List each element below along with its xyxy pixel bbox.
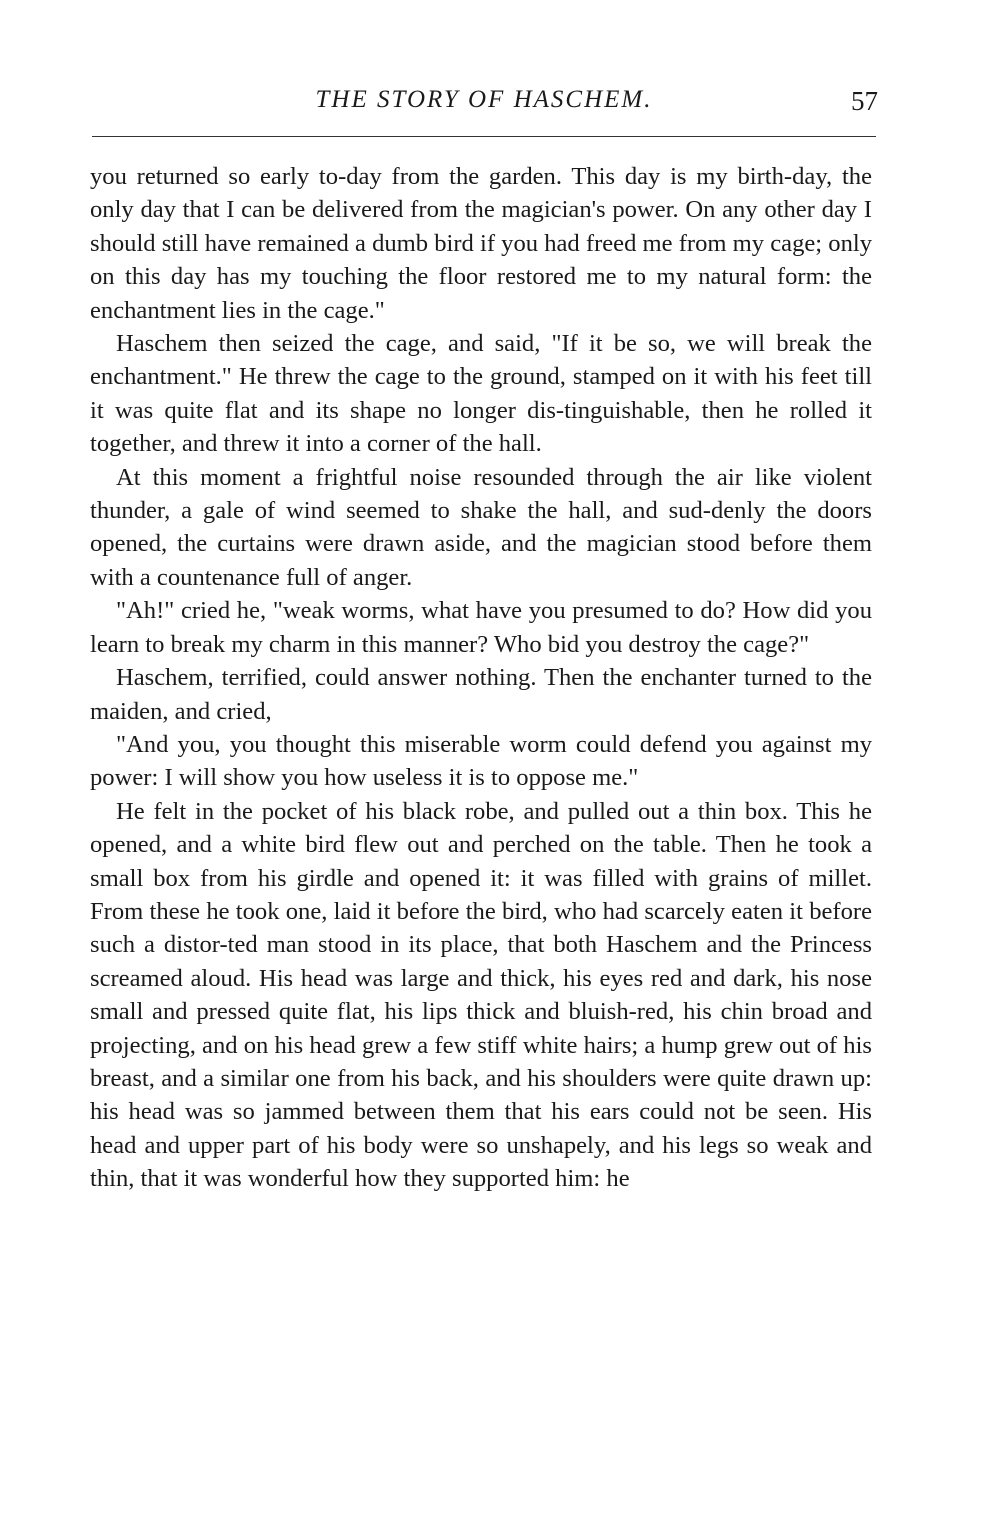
paragraph: "Ah!" cried he, "weak worms, what have you presumed to do? How did you learn to break my charm in this manner? Who bid you destroy the cage?": [90, 597, 872, 658]
paragraph: Haschem then seized the cage, and said, "If it be so, we will break the enchantment." He threw the cage to the ground, stamped on it with his feet till it was quite flat and its shape no longer dis-tinguishable, then he rolled it together, and threw it into a corner of the hall.: [90, 330, 872, 458]
body-text: [90, 160, 872, 1196]
page-number: 57: [851, 86, 878, 116]
paragraph: Haschem, terrified, could answer nothing. Then the enchanter turned to the maiden, and cried,: [90, 664, 872, 725]
running-head: [90, 86, 878, 126]
header-rule: [92, 136, 876, 137]
paragraph: He felt in the pocket of his black robe, and pulled out a thin box. This he opened, and a white bird flew out and perched on the table. Then he took a small box from his girdle and opened it: it was filled with grains of millet. From these he took one, laid it before the bird, who had scarcely eaten it before such a distor-ted man stood in its place, that both Haschem and the Princess screamed aloud. His head was large and thick, his eyes red and dark, his nose small and pressed quite flat, his lips thick and bluish-red, his chin broad and projecting, and on his head grew a few stiff white hairs; a hump grew out of his breast, and a similar one from his back, and his shoulders were quite drawn up: his head was so jammed between them that his ears could not be seen. His head and upper part of his body were so unshapely, and his legs so weak and thin, that it was wonderful how they supported him: he: [90, 797, 872, 1193]
paragraph: "And you, you thought this miserable worm could defend you against my power: I will show you how useless it is to oppose me.": [90, 730, 872, 792]
paragraph-continued: you returned so early to-day from the garden. This day is my birth-day, the only day that I can be delivered from the magician's power. On any other day I should still have remained a dumb bird if you had freed me from my cage; only on this day has my touching the floor restored me to my natural form: the enchantment lies in the cage.": [90, 163, 873, 324]
paragraph: At this moment a frightful noise resounded through the air like violent thunder, a gale of wind seemed to shake the hall, and sud-denly the doors opened, the curtains were drawn aside, and the magician stood before them with a countenance full of anger.: [90, 463, 872, 591]
running-title: THE STORY OF HASCHEM.: [315, 86, 653, 113]
